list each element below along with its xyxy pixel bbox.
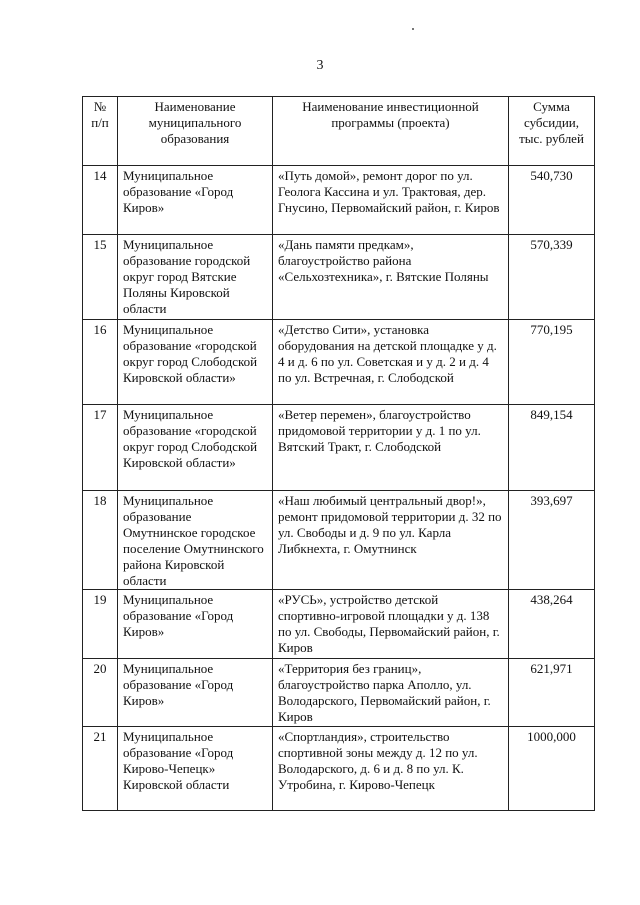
row-num: 20	[83, 659, 118, 727]
table-row	[83, 590, 595, 659]
row-num: 19	[83, 590, 118, 659]
row-num: 21	[83, 727, 118, 811]
scan-speck	[412, 28, 414, 30]
row-program: «Путь домой», ремонт дорог по ул. Геолога Кассина и ул. Трактовая, дер. Гнусино, Первомайский район, г. Киров	[273, 166, 509, 235]
row-municipality: Муниципальное образование «Город Киров»	[118, 590, 273, 659]
row-num: 18	[83, 491, 118, 590]
row-amount: 570,339	[509, 235, 595, 320]
row-municipality: Муниципальное образование Омутнинское городское поселение Омутнинского района Кировской области	[118, 491, 273, 590]
row-program: «РУСЬ», устройство детской спортивно-игровой площадки у д. 138 по ул. Свободы, Первомайский район, г. Киров	[273, 590, 509, 659]
row-amount: 1000,000	[509, 727, 595, 811]
row-num: 16	[83, 320, 118, 405]
row-municipality: Муниципальное образование городской округ город Вятские Поляны Кировской области	[118, 235, 273, 320]
row-amount: 621,971	[509, 659, 595, 727]
table-header-row	[83, 97, 595, 166]
row-municipality: Муниципальное образование «городской округ город Слободской Кировской области»	[118, 405, 273, 491]
row-amount: 438,264	[509, 590, 595, 659]
row-municipality: Муниципальное образование «Город Киров»	[118, 166, 273, 235]
page-number: 3	[316, 58, 324, 73]
row-num: 17	[83, 405, 118, 491]
table-row	[83, 405, 595, 491]
table-row	[83, 491, 595, 590]
row-amount: 770,195	[509, 320, 595, 405]
row-program: «Территория без границ», благоустройство парка Аполло, ул. Володарского, Первомайский район, г. Киров	[273, 659, 509, 727]
row-num: 14	[83, 166, 118, 235]
row-program: «Наш любимый центральный двор!», ремонт придомовой территории д. 32 по ул. Свободы и д. 9 по ул. Карла Либкнехта, г. Омутнинск	[273, 491, 509, 590]
table-row	[83, 727, 595, 811]
row-municipality: Муниципальное образование «Город Кирово-Чепецк» Кировской области	[118, 727, 273, 811]
row-program: «Детство Сити», установка оборудования на детской площадке у д. 4 и д. 6 по ул. Советская и у д. 2 и д. 4 по ул. Встречная, г. Слободской	[273, 320, 509, 405]
row-num: 15	[83, 235, 118, 320]
subsidy-table	[82, 96, 595, 811]
row-program: «Спортландия», строительство спортивной зоны между д. 12 по ул. Володарского, д. 6 и д. 8 по ул. К. Утробина, г. Кирово-Чепецк	[273, 727, 509, 811]
header-num: № п/п	[83, 97, 118, 166]
header-municipality: Наименование муниципального образования	[118, 97, 273, 166]
row-municipality: Муниципальное образование «городской округ город Слободской Кировской области»	[118, 320, 273, 405]
row-amount: 393,697	[509, 491, 595, 590]
row-amount: 540,730	[509, 166, 595, 235]
table-row	[83, 235, 595, 320]
table-row	[83, 659, 595, 727]
row-amount: 849,154	[509, 405, 595, 491]
row-municipality: Муниципальное образование «Город Киров»	[118, 659, 273, 727]
table-row	[83, 320, 595, 405]
row-program: «Ветер перемен», благоустройство придомовой территории у д. 1 по ул. Вятский Тракт, г. Слободской	[273, 405, 509, 491]
table-row	[83, 166, 595, 235]
row-program: «Дань памяти предкам», благоустройство района «Сельхозтехника», г. Вятские Поляны	[273, 235, 509, 320]
header-amount: Сумма субсидии, тыс. рублей	[509, 97, 595, 166]
header-program: Наименование инвестиционной программы (проекта)	[273, 97, 509, 166]
